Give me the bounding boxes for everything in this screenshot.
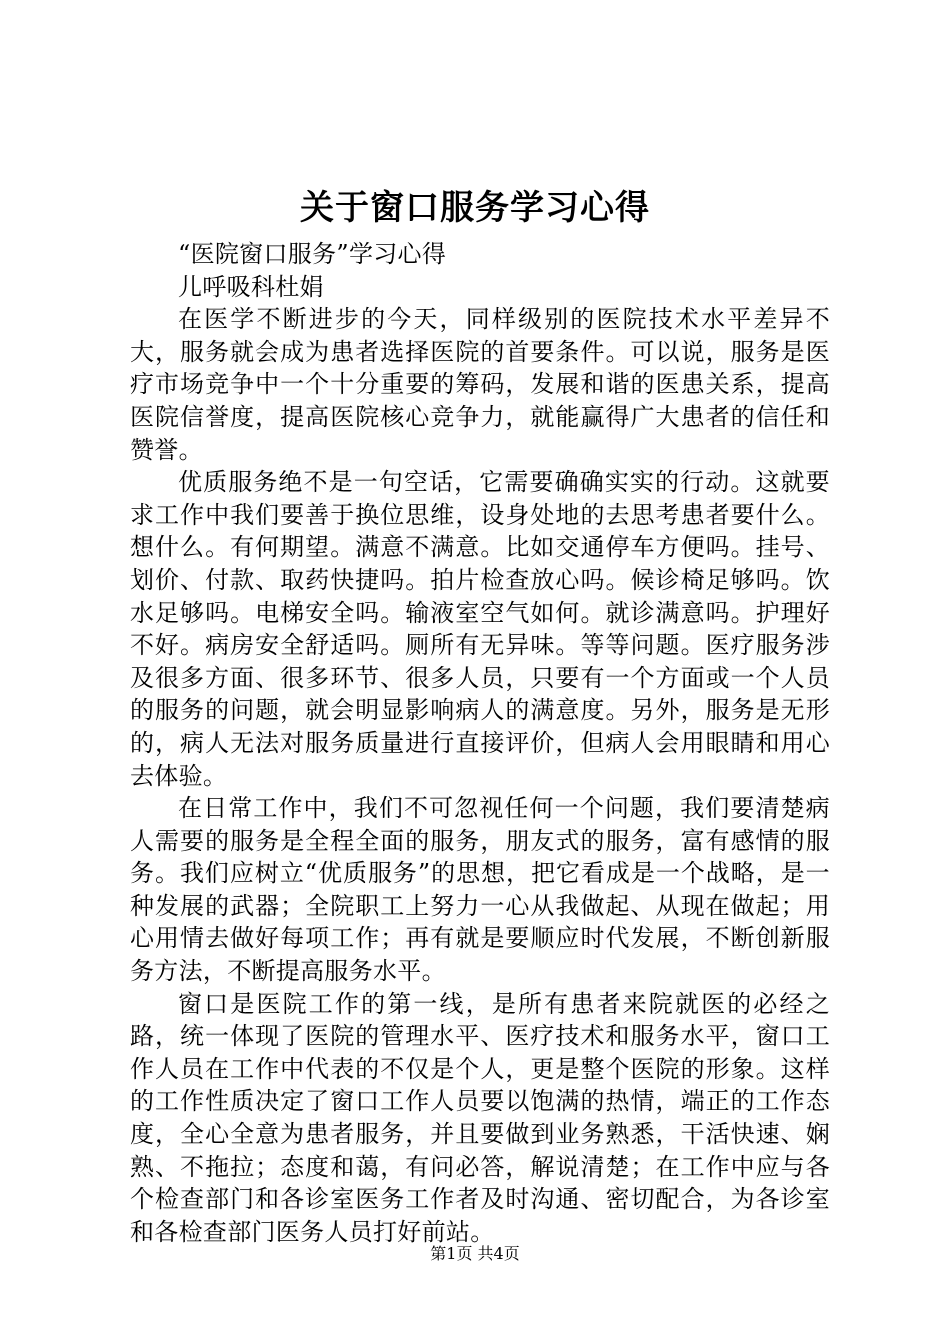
document-body bbox=[130, 238, 830, 1248]
paragraph: 在日常工作中，我们不可忽视任何一个问题，我们要清楚病人需要的服务是全程全面的服务，朋友式的服务，富有感情的服务。我们应树立“优质服务”的思想，把它看成是一个战略，是一种发展的武器；全院职工上努力一心从我做起、从现在做起；用心用情去做好每项工作；再有就是要顺应时代发展，不断创新服务方法，不断提高服务水平。 bbox=[130, 794, 830, 986]
paragraph: 在医学不断进步的今天，同样级别的医院技术水平差异不大，服务就会成为患者选择医院的首要条件。可以说，服务是医疗市场竞争中一个十分重要的筹码，发展和谐的医患关系，提高医院信誉度，提高医院核心竞争力，就能赢得广大患者的信任和赞誉。 bbox=[130, 305, 830, 464]
paragraph: 窗口是医院工作的第一线，是所有患者来院就医的必经之路，统一体现了医院的管理水平、医疗技术和服务水平，窗口工作人员在工作中代表的不仅是个人，更是整个医院的形象。这样的工作性质决定了窗口工作人员要以饱满的热情，端正的工作态度，全心全意为患者服务，并且要做到业务熟悉，干活快速、娴熟、不拖拉；态度和蔼，有问必答，解说清楚；在工作中应与各个检查部门和各诊室医务工作者及时沟通、密切配合，为各诊室和各检查部门医务人员打好前站。 bbox=[130, 989, 830, 1246]
document-subtitle: “医院窗口服务”学习心得 bbox=[178, 240, 447, 268]
document-author: 儿呼吸科杜娟 bbox=[178, 272, 324, 301]
paragraph: 优质服务绝不是一句空话，它需要确确实实的行动。这就要求工作中我们要善于换位思维，设身处地的去思考患者要什么。想什么。有何期望。满意不满意。比如交通停车方便吗。挂号、划价、付款、取药快捷吗。拍片检查放心吗。候诊椅足够吗。饮水足够吗。电梯安全吗。输液室空气如何。就诊满意吗。护理好不好。病房安全舒适吗。厕所有无异味。等等问题。医疗服务涉及很多方面、很多环节、很多人员，只要有一个方面或一个人员的服务的问题，就会明显影响病人的满意度。另外，服务是无形的，病人无法对服务质量进行直接评价，但病人会用眼睛和用心去体验。 bbox=[130, 468, 830, 790]
page-number-footer: 第1页 共4页 bbox=[430, 1244, 520, 1263]
document-title: 关于窗口服务学习心得 bbox=[300, 188, 650, 228]
